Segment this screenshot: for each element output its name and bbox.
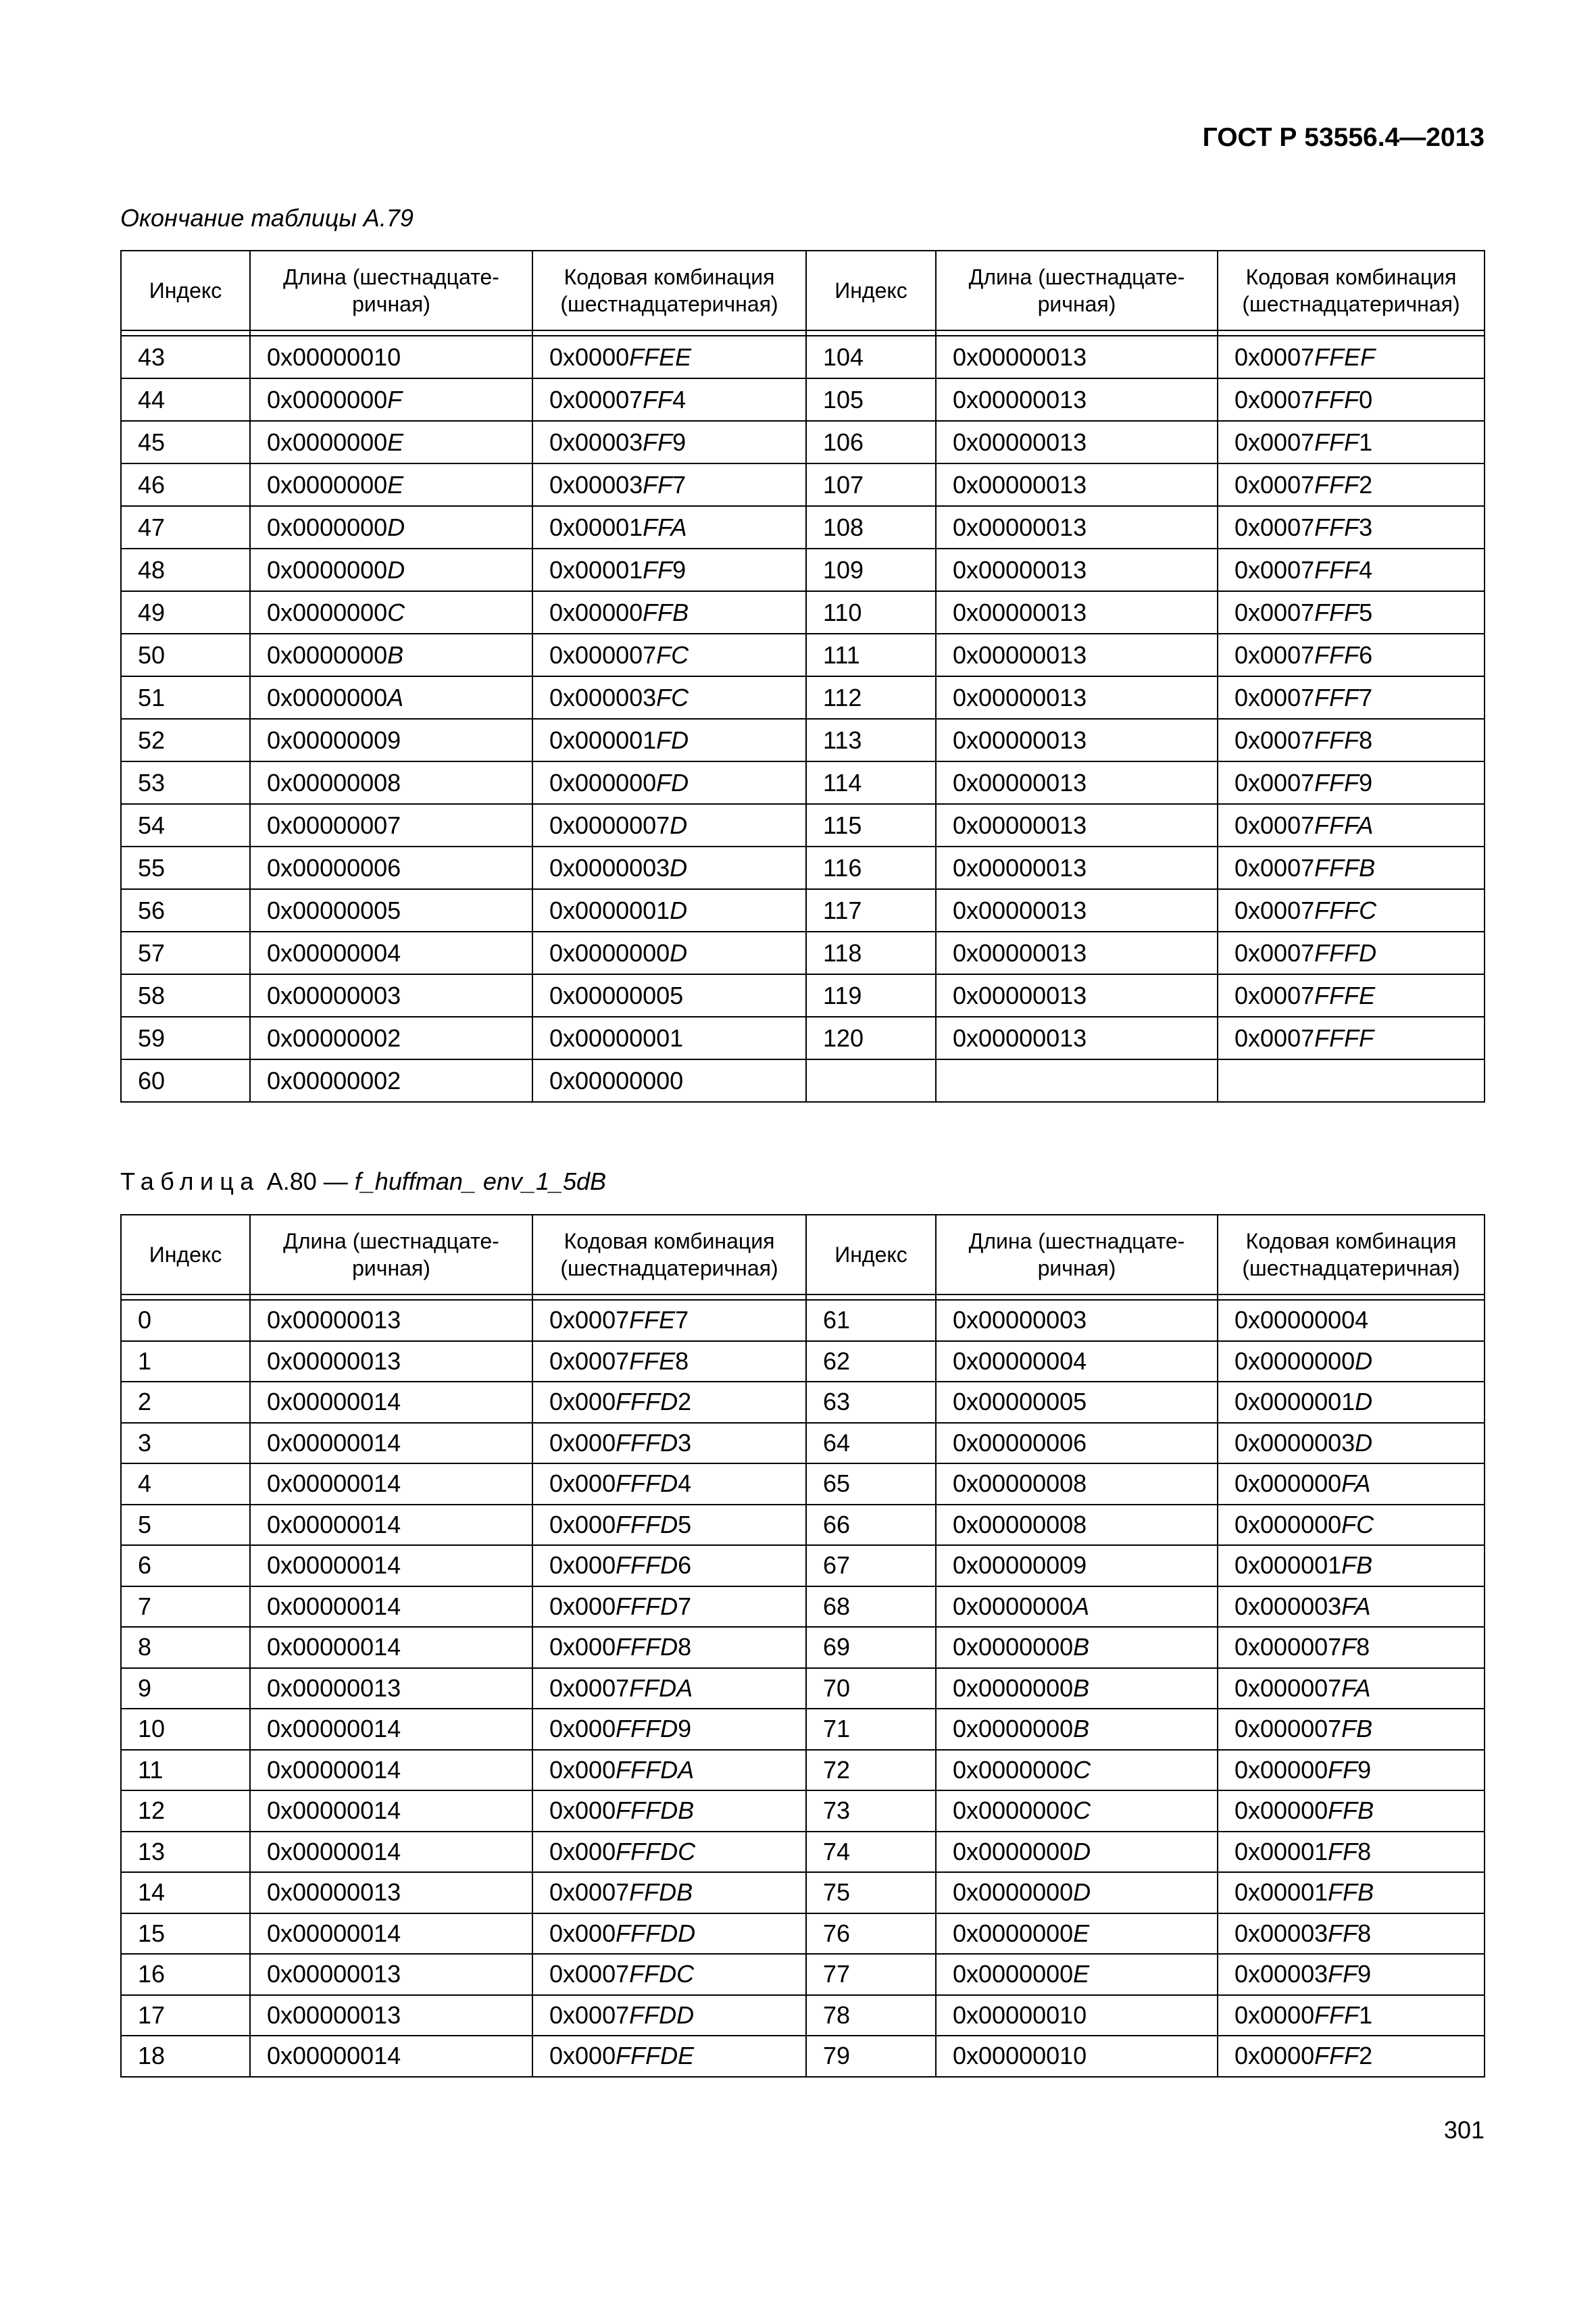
table-a80 [120,1214,1485,2078]
table-cell: 0x00003FF8 [1218,1913,1485,1955]
table-cell: 0x00000013 [936,549,1218,591]
table-cell: 0x00003FF7 [532,463,806,506]
table-cell: 0x0007FFFB [1218,847,1485,889]
table-cell: 0x0007FFDA [532,1668,806,1709]
table-cell: 0x0000000D [250,549,532,591]
table-cell: 0x000FFFD2 [532,1382,806,1423]
table-row [121,421,1485,463]
table-cell: 0x00000004 [936,1341,1218,1382]
column-header: Индекс [121,1215,250,1294]
table-cell: 0x0000001D [532,889,806,932]
separator-cell [121,330,250,336]
table-cell: 0x00000014 [250,1750,532,1791]
table-cell: 0x00000014 [250,1790,532,1832]
table-row [121,974,1485,1017]
table-cell: 0x000FFFDE [532,2036,806,2077]
table-cell: 0x00000005 [250,889,532,932]
table-cell: 0x00000014 [250,1586,532,1628]
table-cell: 0x0000000E [250,421,532,463]
table-cell: 43 [121,336,250,378]
table-cell: 0x00000013 [936,591,1218,634]
table-cell: 6 [121,1545,250,1586]
table-cell: 0x00000010 [936,1995,1218,2036]
separator-cell [1218,1294,1485,1300]
table-cell: 0x00000013 [936,506,1218,549]
table-row [121,889,1485,932]
table-cell: 0x0000000D [936,1832,1218,1873]
table-cell: 116 [806,847,936,889]
table-cell: 0x0007FFF6 [1218,634,1485,676]
separator-cell [532,1294,806,1300]
table-cell: 15 [121,1913,250,1955]
table-cell: 0x00001FFB [1218,1872,1485,1913]
table-cell: 0x00000003 [250,974,532,1017]
table-cell: 76 [806,1913,936,1955]
table-cell: 0 [121,1300,250,1341]
table-row [121,1382,1485,1423]
table-cell: 59 [121,1017,250,1059]
table-row [121,1586,1485,1628]
table-row [121,591,1485,634]
table-row [121,336,1485,378]
table-cell: 0x000003FA [1218,1586,1485,1628]
table-cell: 10 [121,1709,250,1750]
table-cell: 0x00000013 [936,889,1218,932]
table-row [121,761,1485,804]
table-row [121,676,1485,719]
table-cell: 0x0007FFF1 [1218,421,1485,463]
table-cell: 52 [121,719,250,761]
table-cell: 0x0007FFEF [1218,336,1485,378]
table-cell: 0x00000014 [250,1913,532,1955]
table-cell: 0x00000014 [250,2036,532,2077]
table-cell: 112 [806,676,936,719]
table-cell: 0x0000003D [532,847,806,889]
header-separator-row [121,330,1485,336]
table-cell: 0x000007FC [532,634,806,676]
table-cell [1218,1059,1485,1102]
table-cell: 0x00007FF4 [532,378,806,421]
table-cell: 0x00000FFB [1218,1790,1485,1832]
column-header: Индекс [806,251,936,330]
table-cell: 0x0007FFF7 [1218,676,1485,719]
table-cell: 0x0000000D [532,932,806,974]
column-header: Кодовая комбинация (шестнадцатеричная) [532,251,806,330]
table-cell: 0x000FFFD6 [532,1545,806,1586]
table-cell: 0x00000013 [936,932,1218,974]
table-cell: 60 [121,1059,250,1102]
table-cell: 58 [121,974,250,1017]
table-cell: 0x00000013 [936,421,1218,463]
table-cell: 77 [806,1954,936,1995]
table-cell: 0x00000009 [250,719,532,761]
table-cell: 9 [121,1668,250,1709]
table-cell: 0x000000FD [532,761,806,804]
table-cell: 120 [806,1017,936,1059]
table-cell: 0x00003FF9 [532,421,806,463]
table-header-row [121,1215,1485,1294]
table-cell: 108 [806,506,936,549]
table-cell: 0x00000013 [250,1954,532,1995]
separator-cell [532,330,806,336]
table-cell: 0x00000003 [936,1300,1218,1341]
table-row [121,378,1485,421]
table-cell: 0x0000000B [936,1709,1218,1750]
column-header: Индекс [806,1215,936,1294]
table-cell: 1 [121,1341,250,1382]
table-caption-number: А.80 — [266,1167,348,1195]
table-row [121,1423,1485,1464]
table-cell: 51 [121,676,250,719]
table-cell: 0x000FFFD9 [532,1709,806,1750]
table-cell: 0x00000002 [250,1059,532,1102]
separator-cell [250,330,532,336]
table-cell: 0x0007FFF3 [1218,506,1485,549]
table-row [121,1505,1485,1546]
table-cell: 0x00000013 [936,719,1218,761]
table-row [121,847,1485,889]
column-header: Кодовая комбинация (шестнадцатеричная) [532,1215,806,1294]
table-cell: 0x0007FFDC [532,1954,806,1995]
table-row [121,1954,1485,1995]
table-cell: 73 [806,1790,936,1832]
table-cell: 0x000000FA [1218,1463,1485,1505]
table-row [121,506,1485,549]
table-cell: 0x0000001D [1218,1382,1485,1423]
table-cell: 55 [121,847,250,889]
separator-cell [1218,330,1485,336]
table-caption-prefix: Таблица [120,1167,260,1195]
table-row [121,1627,1485,1668]
table-cell: 110 [806,591,936,634]
table-cell: 0x00000014 [250,1463,532,1505]
table-cell: 0x00000013 [936,804,1218,847]
table-cell: 16 [121,1954,250,1995]
table-row [121,719,1485,761]
table-cell: 71 [806,1709,936,1750]
table-row [121,804,1485,847]
table-cell: 56 [121,889,250,932]
table-cell: 0x00000005 [936,1382,1218,1423]
table-cell: 114 [806,761,936,804]
table-cell: 0x00000013 [250,1341,532,1382]
table-row [121,1668,1485,1709]
table-cell: 0x00000007 [250,804,532,847]
table-cell: 14 [121,1872,250,1913]
table-row [121,634,1485,676]
table-cell: 0x00000013 [250,1995,532,2036]
table-cell: 0x00000013 [250,1872,532,1913]
table-cell: 0x000FFFD4 [532,1463,806,1505]
table-header-row [121,251,1485,330]
table-row [121,1059,1485,1102]
table-cell [806,1059,936,1102]
table-a79-continuation [120,250,1485,1103]
table-cell: 72 [806,1750,936,1791]
table-cell: 62 [806,1341,936,1382]
table-cell: 0x0007FFDD [532,1995,806,2036]
column-header: Кодовая комбинация (шестнадцатеричная) [1218,251,1485,330]
page-number: 301 [1443,2116,1485,2144]
table-cell: 0x00000010 [250,336,532,378]
table-cell: 0x00000014 [250,1382,532,1423]
table-cell: 3 [121,1423,250,1464]
table-cell: 0x0000000C [250,591,532,634]
table-cell: 0x0000000A [936,1586,1218,1628]
table-cell: 0x00000008 [936,1463,1218,1505]
table-cell: 0x00000013 [936,463,1218,506]
table-cell: 113 [806,719,936,761]
table-cell: 70 [806,1668,936,1709]
table-cell: 5 [121,1505,250,1546]
table-cell: 0x0000000E [936,1954,1218,1995]
table-cell: 18 [121,2036,250,2077]
table-cell: 0x0000000A [250,676,532,719]
table-cell: 0x0000000F [250,378,532,421]
table-a80-caption [120,1167,606,1196]
table-cell: 0x00000013 [250,1668,532,1709]
table-cell: 0x0000FFF2 [1218,2036,1485,2077]
table-cell: 0x00000014 [250,1505,532,1546]
separator-cell [806,330,936,336]
table-cell: 106 [806,421,936,463]
table-cell: 0x00000FF9 [1218,1750,1485,1791]
table-cell: 4 [121,1463,250,1505]
table-cell: 0x0007FFFA [1218,804,1485,847]
table-row [121,1750,1485,1791]
table-cell: 0x0007FFFC [1218,889,1485,932]
table-row [121,1545,1485,1586]
table-cell: 0x000FFFDC [532,1832,806,1873]
table-row [121,1463,1485,1505]
table-cell: 0x000FFFD5 [532,1505,806,1546]
separator-cell [806,1294,936,1300]
table-row [121,1790,1485,1832]
table-cell: 0x000FFFD8 [532,1627,806,1668]
table-cell: 0x00000013 [936,1017,1218,1059]
table-cell: 0x00000013 [936,974,1218,1017]
table-cell: 111 [806,634,936,676]
table-cell: 61 [806,1300,936,1341]
table-cell: 0x00000000 [532,1059,806,1102]
table-cell: 0x00000005 [532,974,806,1017]
table-cell: 107 [806,463,936,506]
table-cell: 0x00000013 [936,761,1218,804]
table-row [121,2036,1485,2077]
separator-cell [936,330,1218,336]
table-cell: 0x0007FFF2 [1218,463,1485,506]
separator-cell [936,1294,1218,1300]
table-cell: 0x00001FFA [532,506,806,549]
table-cell: 63 [806,1382,936,1423]
document-code: ГОСТ Р 53556.4—2013 [1202,123,1485,152]
table-cell: 66 [806,1505,936,1546]
table-cell: 11 [121,1750,250,1791]
table-row [121,1913,1485,1955]
table-cell: 0x0007FFF5 [1218,591,1485,634]
table-cell: 0x0007FFE8 [532,1341,806,1382]
table-row [121,549,1485,591]
table-cell: 0x000FFFD3 [532,1423,806,1464]
table-cell: 0x00001FF9 [532,549,806,591]
table-row [121,1300,1485,1341]
column-header: Длина (шестнадцате-ричная) [936,1215,1218,1294]
table-cell: 0x0000003D [1218,1423,1485,1464]
table-cell: 0x00000013 [250,1300,532,1341]
table-cell: 0x00000013 [936,634,1218,676]
column-header: Индекс [121,251,250,330]
table-cell: 0x0000000B [250,634,532,676]
table-cell: 0x0007FFE7 [532,1300,806,1341]
table-cell: 0x00000FFB [532,591,806,634]
table-cell: 0x0007FFFE [1218,974,1485,1017]
table-continuation-caption: Окончание таблицы А.79 [120,204,414,232]
table-cell: 79 [806,2036,936,2077]
table-cell: 8 [121,1627,250,1668]
table-cell: 0x0000000B [936,1668,1218,1709]
table-cell: 7 [121,1586,250,1628]
table-cell: 17 [121,1995,250,2036]
table-cell: 44 [121,378,250,421]
table-cell: 50 [121,634,250,676]
table-cell: 0x0007FFF8 [1218,719,1485,761]
table-cell: 0x000000FC [1218,1505,1485,1546]
table-cell: 0x0000000E [936,1913,1218,1955]
table-cell: 0x00000014 [250,1832,532,1873]
table-cell: 48 [121,549,250,591]
table-cell: 0x00000004 [1218,1300,1485,1341]
table-cell: 0x00000014 [250,1627,532,1668]
table-cell: 0x0007FFFF [1218,1017,1485,1059]
table-cell: 57 [121,932,250,974]
table-cell: 0x000FFFDB [532,1790,806,1832]
table-cell: 0x00000013 [936,847,1218,889]
table-cell [936,1059,1218,1102]
table-cell: 0x00000001 [532,1017,806,1059]
table-cell: 0x0007FFDB [532,1872,806,1913]
table-cell: 69 [806,1627,936,1668]
table-caption-name: f_huffman_ env_1_5dB [354,1167,607,1195]
table-cell: 47 [121,506,250,549]
table-cell: 0x00000008 [936,1505,1218,1546]
table-row [121,1872,1485,1913]
table-cell: 105 [806,378,936,421]
table-cell: 0x00000010 [936,2036,1218,2077]
table-cell: 0x0007FFF4 [1218,549,1485,591]
table-cell: 0x00000006 [250,847,532,889]
table-cell: 0x0007FFF9 [1218,761,1485,804]
table-cell: 0x00000008 [250,761,532,804]
table-cell: 117 [806,889,936,932]
table-cell: 0x0000000D [250,506,532,549]
table-cell: 109 [806,549,936,591]
table-cell: 78 [806,1995,936,2036]
table-cell: 0x00000004 [250,932,532,974]
table-cell: 54 [121,804,250,847]
table-row [121,1341,1485,1382]
table-cell: 13 [121,1832,250,1873]
table-cell: 75 [806,1872,936,1913]
column-header: Длина (шестнадцате-ричная) [250,251,532,330]
table-cell: 68 [806,1586,936,1628]
table-cell: 0x00000013 [936,378,1218,421]
table-cell: 53 [121,761,250,804]
column-header: Длина (шестнадцате-ричная) [936,251,1218,330]
table-cell: 0x000001FB [1218,1545,1485,1586]
table-cell: 0x00000002 [250,1017,532,1059]
table-row [121,1017,1485,1059]
column-header: Кодовая комбинация (шестнадцатеричная) [1218,1215,1485,1294]
table-cell: 46 [121,463,250,506]
column-header: Длина (шестнадцате-ричная) [250,1215,532,1294]
header-separator-row [121,1294,1485,1300]
table-cell: 64 [806,1423,936,1464]
table-cell: 0x00001FF8 [1218,1832,1485,1873]
table-cell: 0x000007FB [1218,1709,1485,1750]
table-cell: 0x000003FC [532,676,806,719]
table-cell: 0x000FFFDD [532,1913,806,1955]
table-cell: 0x0000000D [936,1872,1218,1913]
table-cell: 0x000001FD [532,719,806,761]
table-cell: 0x0007FFF0 [1218,378,1485,421]
table-cell: 67 [806,1545,936,1586]
table-cell: 0x00000014 [250,1423,532,1464]
table-row [121,932,1485,974]
table-cell: 0x0000007D [532,804,806,847]
table-row [121,1995,1485,2036]
table-cell: 65 [806,1463,936,1505]
table-cell: 0x0007FFFD [1218,932,1485,974]
table-cell: 0x0000000C [936,1750,1218,1791]
table-cell: 0x00000006 [936,1423,1218,1464]
table-cell: 49 [121,591,250,634]
table-row [121,1832,1485,1873]
table-cell: 0x0000000D [1218,1341,1485,1382]
table-cell: 0x0000000B [936,1627,1218,1668]
table-cell: 12 [121,1790,250,1832]
table-cell: 118 [806,932,936,974]
table-cell: 0x00000013 [936,336,1218,378]
table-cell: 0x000007F8 [1218,1627,1485,1668]
table-cell: 0x00000014 [250,1709,532,1750]
table-cell: 0x0000000C [936,1790,1218,1832]
table-row [121,463,1485,506]
table-cell: 119 [806,974,936,1017]
table-cell: 0x0000FFEE [532,336,806,378]
table-cell: 0x000FFFD7 [532,1586,806,1628]
table-cell: 0x00000013 [936,676,1218,719]
separator-cell [121,1294,250,1300]
table-cell: 0x000FFFDA [532,1750,806,1791]
table-cell: 0x0000000E [250,463,532,506]
table-row [121,1709,1485,1750]
table-cell: 0x00000014 [250,1545,532,1586]
table-cell: 0x00000009 [936,1545,1218,1586]
separator-cell [250,1294,532,1300]
table-cell: 0x0000FFF1 [1218,1995,1485,2036]
table-cell: 74 [806,1832,936,1873]
table-cell: 104 [806,336,936,378]
table-cell: 45 [121,421,250,463]
table-cell: 115 [806,804,936,847]
table-cell: 0x000007FA [1218,1668,1485,1709]
table-cell: 0x00003FF9 [1218,1954,1485,1995]
table-cell: 2 [121,1382,250,1423]
